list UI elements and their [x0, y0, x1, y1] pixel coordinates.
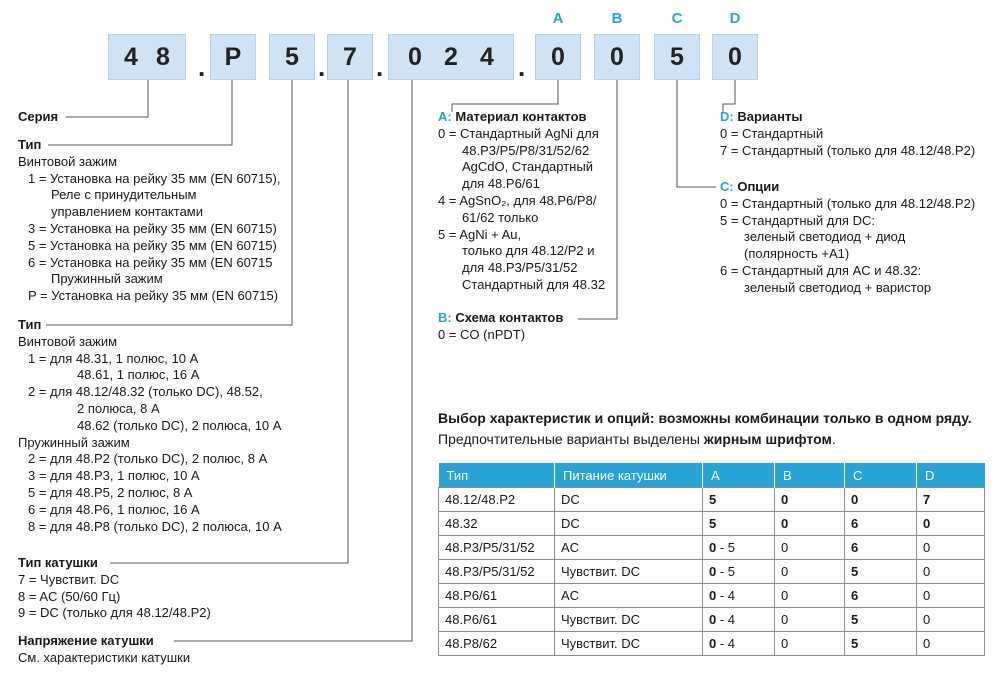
option-c-line: 0 = Стандартный (только для 48.12/48.P2) — [720, 195, 976, 211]
cell-a-range: - 4 — [716, 612, 736, 627]
cell-coil — [555, 608, 703, 632]
option-c-title: Опции — [737, 179, 780, 194]
code-digit: 2 — [444, 42, 458, 71]
option-c-section — [720, 179, 975, 297]
option-a-line: 61/62 только — [462, 209, 539, 225]
option-a-line: Стандартный для 48.32 — [462, 276, 606, 292]
coil-type-line: 8 = AC (50/60 Гц) — [18, 588, 121, 604]
cell-type-value: 48.P8/62 — [445, 636, 498, 651]
table-header-cell: B — [775, 463, 845, 488]
table-row — [439, 560, 985, 584]
cell-b-value: 0 — [781, 612, 789, 627]
type1-line: 1 = Установка на рейку 35 мм (EN 60715), — [28, 170, 281, 186]
option-a-line: для 48.P6/61 — [462, 176, 540, 192]
cell-d-value: 0 — [923, 564, 931, 579]
code-box-a: 0 — [535, 34, 581, 80]
code-box-coil-type: 7 — [327, 34, 373, 80]
option-a-line: для 48.P3/P5/31/52 — [462, 260, 578, 276]
cell-c — [845, 488, 917, 512]
cell-a-value: 0 — [709, 612, 717, 627]
cell-a — [703, 560, 775, 584]
code-digit: 4 — [124, 42, 138, 71]
option-d-title: Варианты — [737, 109, 803, 124]
cell-a-value: 0 — [709, 636, 717, 651]
option-a-line: только для 48.12/P2 и — [462, 243, 595, 259]
option-a-line: 0 = Стандартный AgNi для — [438, 125, 599, 141]
cell-coil-value: Чувствит. DC — [561, 612, 641, 627]
table-body — [439, 488, 985, 656]
type1-subtitle: Винтовой зажим — [18, 153, 118, 169]
option-c-line: зеленый светодиод + диод — [744, 229, 906, 245]
cell-c — [845, 536, 917, 560]
cell-a-range: - 5 — [716, 564, 736, 579]
cell-b-value: 0 — [781, 492, 789, 507]
option-c-line: 5 = Стандартный для DC: — [720, 212, 875, 228]
cell-type-value: 48.32 — [445, 516, 478, 531]
option-c-line: 6 = Стандартный для AC и 48.32: — [720, 262, 922, 278]
cell-c — [845, 584, 917, 608]
code-digit: 8 — [156, 42, 170, 71]
cell-b-value: 0 — [781, 516, 789, 531]
cell-type — [439, 608, 555, 632]
code-box-c: 5 — [654, 34, 700, 80]
cell-type-value: 48.P6/61 — [445, 588, 498, 603]
code-letter-b: B — [611, 10, 623, 27]
cell-b — [775, 488, 845, 512]
cell-c — [845, 632, 917, 656]
cell-coil-value: DC — [561, 492, 580, 507]
cell-c-value: 6 — [851, 516, 859, 531]
cell-coil — [555, 512, 703, 536]
code-box-coil-voltage — [388, 34, 514, 80]
option-d-line: 7 = Стандартный (только для 48.12/48.P2) — [720, 142, 976, 158]
cell-a-range: - 4 — [716, 636, 736, 651]
option-d-key: D: — [720, 109, 734, 124]
cell-c-value: 6 — [851, 588, 859, 603]
cell-type — [439, 512, 555, 536]
table-header-row — [439, 463, 985, 488]
cell-c-value: 0 — [851, 492, 859, 507]
cell-coil — [555, 584, 703, 608]
cell-type — [439, 536, 555, 560]
cell-a — [703, 584, 775, 608]
coil-type-section — [18, 555, 211, 622]
cell-coil — [555, 632, 703, 656]
option-a-line: 5 = AgNi + Au, — [438, 226, 522, 242]
cell-b — [775, 584, 845, 608]
cell-b-value: 0 — [781, 636, 789, 651]
coil-type-title: Тип катушки — [18, 555, 98, 570]
cell-c — [845, 608, 917, 632]
cell-c-value: 5 — [851, 564, 859, 579]
type1-line: управлением контактами — [51, 204, 203, 220]
cell-a-value: 5 — [709, 492, 717, 507]
cell-type-value: 48.P6/61 — [445, 612, 498, 627]
cell-d — [917, 632, 985, 656]
type1-line: 3 = Установка на рейку 35 мм (EN 60715) — [28, 220, 277, 236]
cell-b — [775, 560, 845, 584]
type2-line: 48.62 (только DC), 2 полюса, 10 A — [77, 417, 282, 433]
cell-d-value: 0 — [923, 636, 931, 651]
option-d-line: 0 = Стандартный — [720, 125, 824, 141]
type2-line: 8 = для 48.P8 (только DC), 2 полюса, 10 A — [28, 518, 282, 534]
type2-line: 5 = для 48.P5, 2 полюс, 8 A — [28, 484, 193, 500]
cell-a-value: 0 — [709, 540, 717, 555]
cell-a — [703, 608, 775, 632]
cell-type — [439, 632, 555, 656]
coil-type-line: 7 = Чувствит. DC — [18, 571, 120, 587]
cell-type-value: 48.12/48.P2 — [445, 492, 516, 507]
type2-section — [18, 317, 282, 535]
cell-d-value: 0 — [923, 612, 931, 627]
cell-d — [917, 488, 985, 512]
code-separator: . — [518, 52, 526, 82]
option-b-key: B: — [438, 310, 452, 325]
type2-line: 3 = для 48.P3, 1 полюс, 10 A — [28, 468, 200, 484]
table-header-cell: Тип — [439, 463, 555, 488]
table-row — [439, 536, 985, 560]
type1-line: 6 = Установка на рейку 35 мм (EN 60715 — [28, 254, 273, 270]
type1-line: P = Установка на рейку 35 мм (EN 60715) — [28, 288, 279, 304]
selection-note — [438, 429, 972, 450]
cell-c-value: 5 — [851, 636, 859, 651]
type1-line: 5 = Установка на рейку 35 мм (EN 60715) — [28, 237, 277, 253]
code-separator: . — [318, 52, 326, 82]
cell-d-value: 0 — [923, 588, 931, 603]
coil-voltage-title: Напряжение катушки — [18, 633, 154, 648]
cell-a-value: 0 — [709, 588, 717, 603]
cell-c — [845, 560, 917, 584]
cell-b — [775, 536, 845, 560]
type2-subtitle: Винтовой зажим — [18, 333, 118, 349]
cell-d — [917, 584, 985, 608]
type2-line: 2 полюса, 8 A — [77, 400, 160, 416]
cell-a-range: - 5 — [716, 540, 736, 555]
option-d-section — [720, 109, 975, 159]
type2-line: 6 = для 48.P6, 1 полюс, 16 A — [28, 501, 200, 517]
table-row — [439, 488, 985, 512]
option-b-title: Схема контактов — [455, 310, 564, 325]
cell-b — [775, 608, 845, 632]
table-row — [439, 584, 985, 608]
option-a-line: 48.P3/P5/P8/31/52/62 — [462, 142, 590, 158]
code-letter-d: D — [729, 10, 741, 27]
cell-coil-value: Чувствит. DC — [561, 564, 641, 579]
cell-d-value: 0 — [923, 540, 931, 555]
code-box-b: 0 — [594, 34, 640, 80]
cell-b — [775, 632, 845, 656]
cell-d — [917, 536, 985, 560]
coil-voltage-line: См. характеристики катушки — [18, 649, 191, 665]
type2-line: 2 = для 48.P2 (только DC), 2 полюс, 8 A — [28, 451, 268, 467]
cell-d-value: 0 — [923, 516, 931, 531]
type2-line: 48.61, 1 полюс, 16 A — [77, 367, 200, 383]
cell-a — [703, 488, 775, 512]
cell-type-value: 48.P3/P5/31/52 — [445, 540, 535, 555]
cell-coil-value: DC — [561, 516, 580, 531]
option-c-key: C: — [720, 179, 734, 194]
type2-subtitle: Пружинный зажим — [18, 434, 130, 450]
code-separator: . — [198, 52, 206, 82]
table-row — [439, 512, 985, 536]
cell-a-range: - 4 — [716, 588, 736, 603]
table-header-cell: D — [917, 463, 985, 488]
type1-line: Реле с принудительным — [51, 187, 197, 203]
cell-a — [703, 512, 775, 536]
table-header-cell: C — [845, 463, 917, 488]
code-letter-a: A — [552, 10, 564, 27]
cell-type — [439, 584, 555, 608]
cell-d — [917, 512, 985, 536]
cell-d-value: 7 — [923, 492, 931, 507]
option-a-line: AgCdO, Стандартный — [462, 159, 593, 175]
type1-section — [18, 137, 280, 305]
coil-type-line: 9 = DC (только для 48.12/48.P2) — [18, 605, 211, 621]
cell-a — [703, 536, 775, 560]
selection-table — [438, 463, 985, 656]
code-box-type2: 5 — [269, 34, 315, 80]
type2-line: 1 = для 48.31, 1 полюс, 10 A — [28, 350, 199, 366]
cell-c-value: 6 — [851, 540, 859, 555]
code-separator: . — [376, 52, 384, 82]
cell-type — [439, 560, 555, 584]
selection-note-suffix: . — [831, 431, 836, 447]
cell-coil — [555, 560, 703, 584]
option-a-line: 4 = AgSnO₂, для 48.P6/P8/ — [438, 192, 597, 208]
type1-title: Тип — [18, 137, 42, 152]
type2-line: 2 = для 48.12/48.32 (только DC), 48.52, — [28, 384, 263, 400]
option-a-key: A: — [438, 109, 452, 124]
cell-coil-value: AC — [561, 540, 580, 555]
code-box-d: 0 — [712, 34, 758, 80]
series-title: Серия — [18, 109, 59, 124]
cell-coil-value: Чувствит. DC — [561, 636, 641, 651]
option-a-title: Материал контактов — [455, 109, 587, 124]
table-header-cell: Питание катушки — [555, 463, 703, 488]
code-letter-c: C — [671, 10, 683, 27]
cell-b-value: 0 — [781, 588, 789, 603]
cell-a-value: 0 — [709, 564, 717, 579]
type2-title: Тип — [18, 317, 42, 332]
cell-coil — [555, 488, 703, 512]
cell-coil — [555, 536, 703, 560]
code-digit: 4 — [480, 42, 494, 71]
cell-c-value: 5 — [851, 612, 859, 627]
option-b-section — [438, 310, 563, 344]
code-digit: 0 — [408, 42, 422, 71]
code-box-type1: P — [210, 34, 256, 80]
cell-d — [917, 608, 985, 632]
coil-voltage-section — [18, 633, 190, 667]
cell-b-value: 0 — [781, 540, 789, 555]
cell-type-value: 48.P3/P5/31/52 — [445, 564, 535, 579]
code-box-series — [108, 34, 186, 80]
table-row — [439, 632, 985, 656]
option-c-line: (полярность +A1) — [744, 246, 850, 262]
cell-c — [845, 512, 917, 536]
cell-b — [775, 512, 845, 536]
cell-b-value: 0 — [781, 564, 789, 579]
selection-note-prefix: Предпочтительные варианты выделены — [438, 431, 704, 447]
option-b-line: 0 = CO (nPDT) — [438, 326, 526, 342]
cell-a — [703, 632, 775, 656]
selection-header — [438, 408, 972, 450]
cell-type — [439, 488, 555, 512]
cell-d — [917, 560, 985, 584]
cell-coil-value: AC — [561, 588, 580, 603]
selection-title: Выбор характеристик и опций: возможны комбинации только в одном ряду. — [438, 410, 972, 426]
option-c-line: зеленый светодиод + варистор — [744, 279, 932, 295]
type1-line: Пружинный зажим — [51, 271, 163, 287]
table-header-cell: A — [703, 463, 775, 488]
table-row — [439, 608, 985, 632]
option-a-section — [438, 109, 605, 294]
selection-note-bold: жирным шрифтом — [703, 431, 832, 447]
cell-a-value: 5 — [709, 516, 717, 531]
